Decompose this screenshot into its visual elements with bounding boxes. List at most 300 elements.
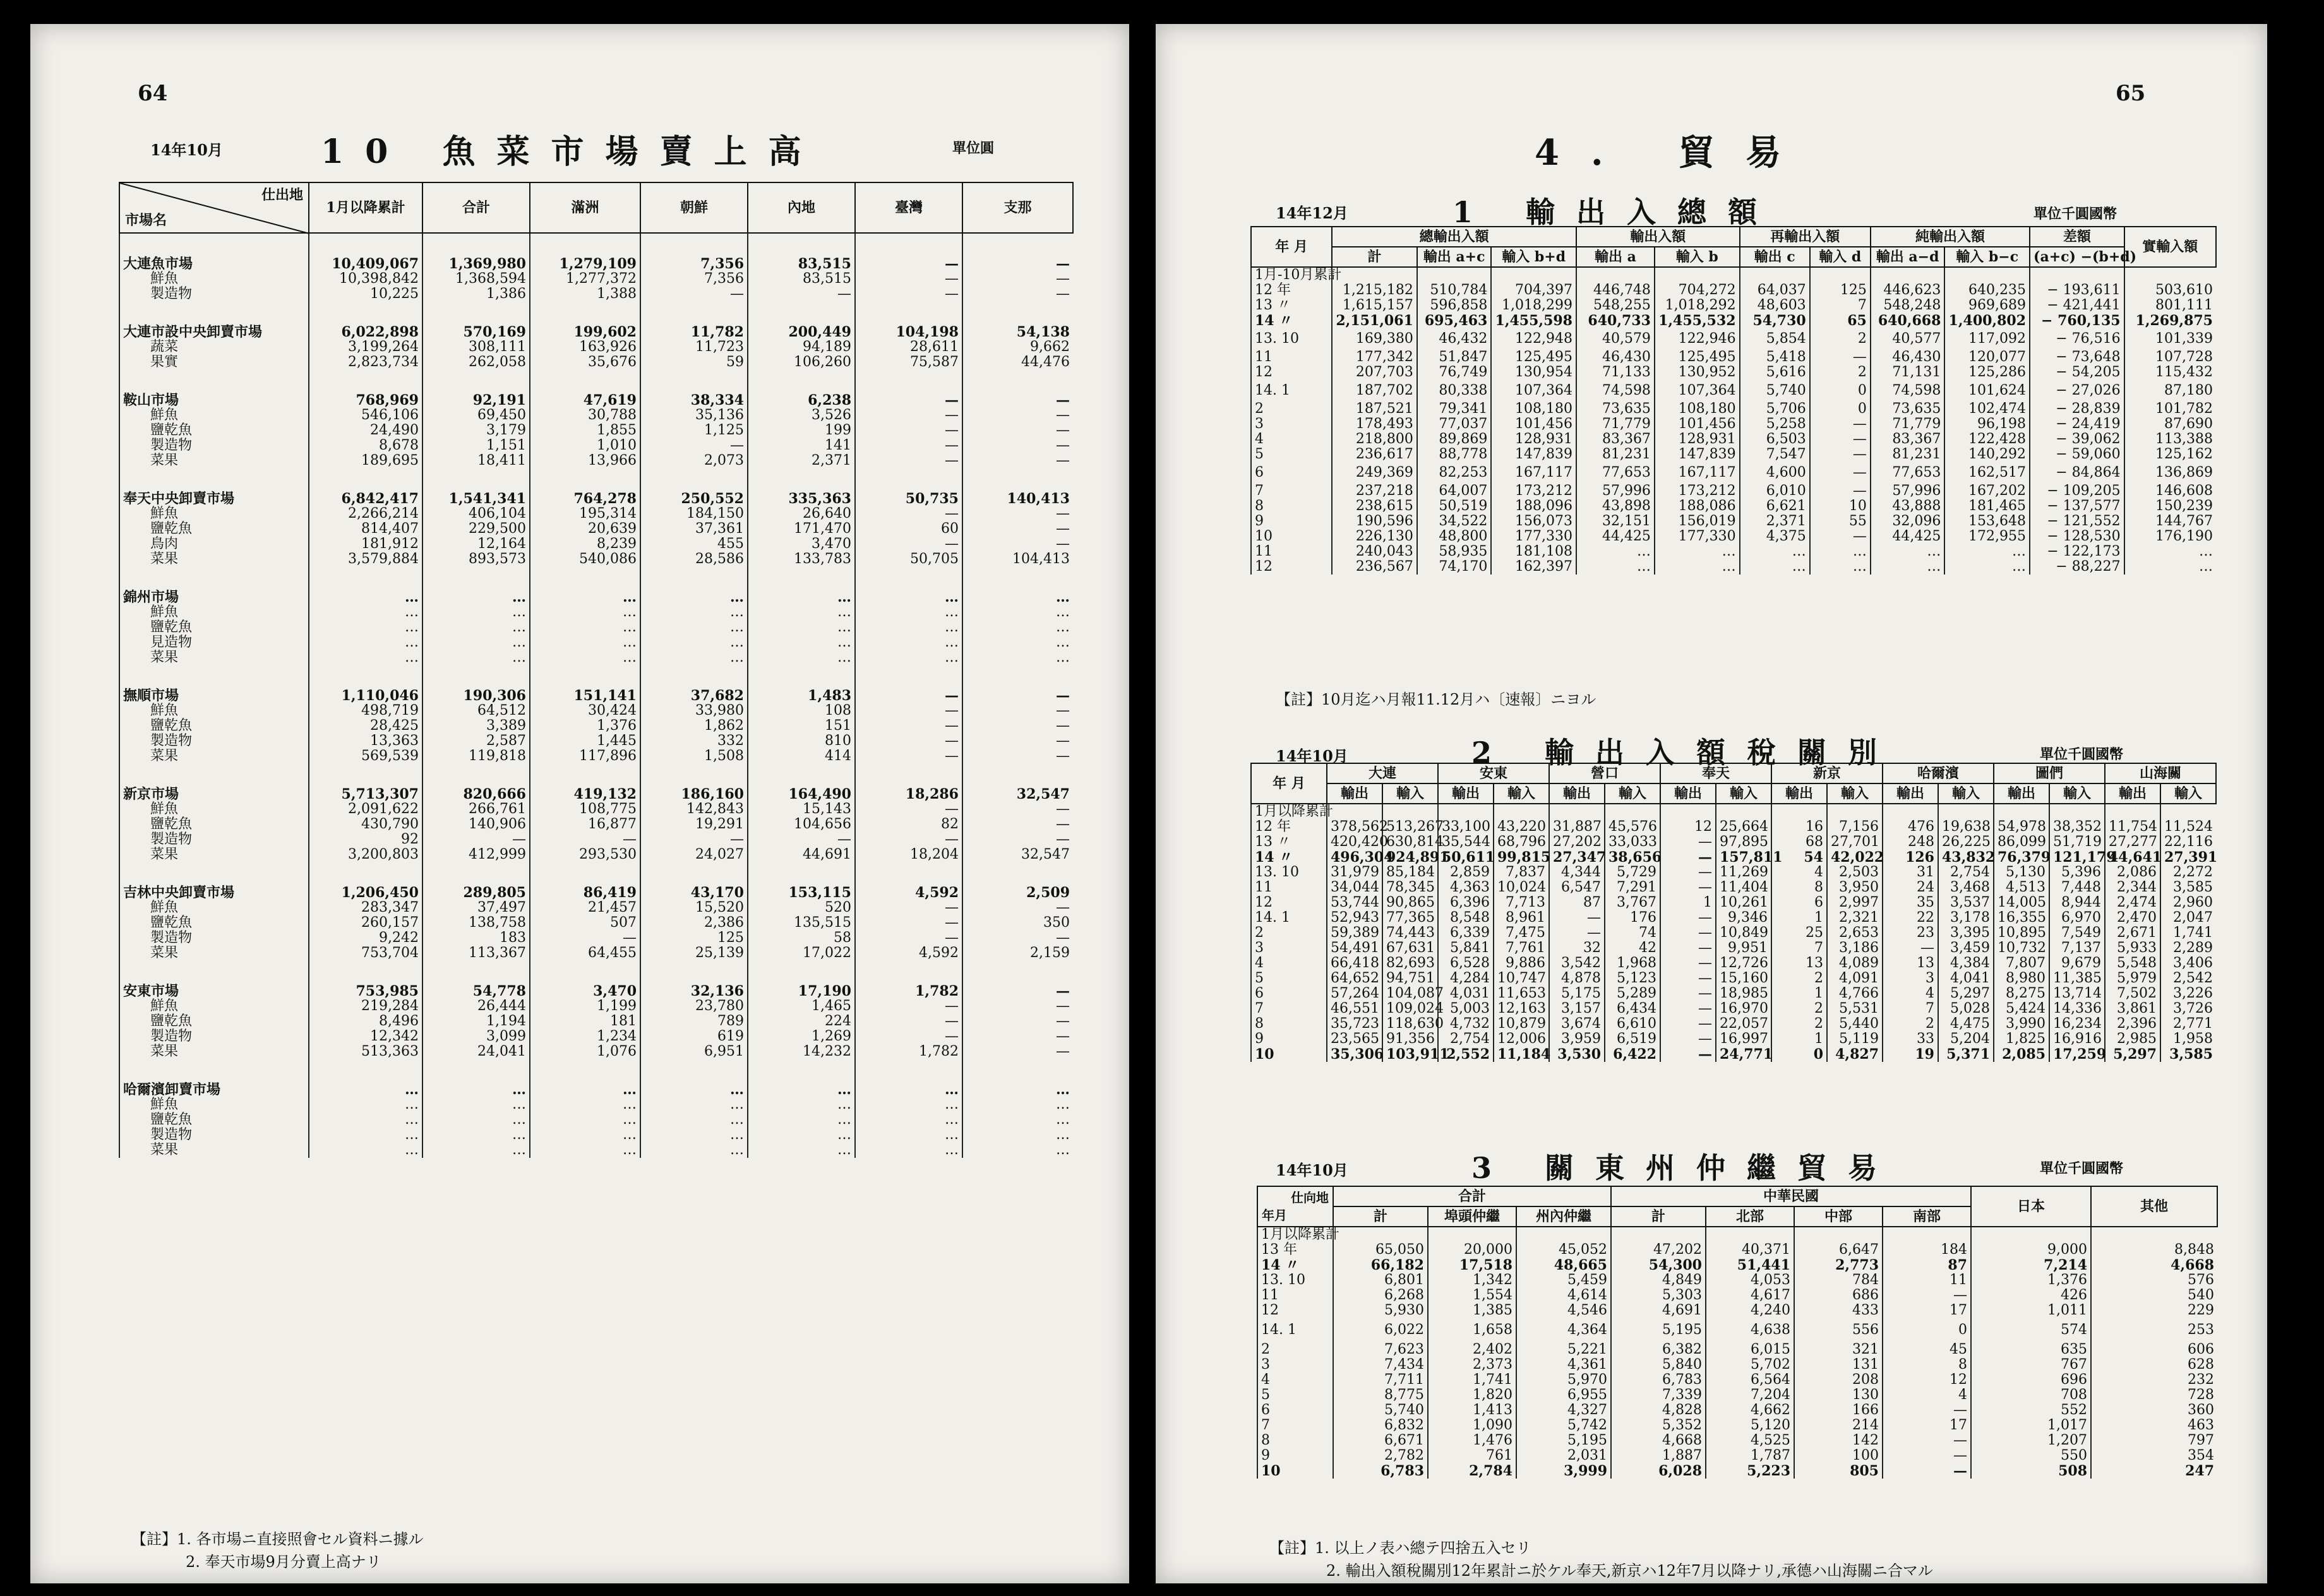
table-cell: … [855, 1128, 962, 1143]
table-cell: 6,519 [1605, 1032, 1660, 1047]
table-cell: 5,297 [2105, 1047, 2160, 1062]
table-cell: 4,614 [1516, 1288, 1611, 1303]
table-row [1251, 328, 2216, 350]
table-cell: 12,006 [1494, 1032, 1549, 1047]
table-cell: 34,522 [1417, 514, 1492, 529]
table-cell: … [962, 1143, 1073, 1158]
table-cell: 1,199 [530, 999, 640, 1014]
table-cell: 128,931 [1655, 432, 1740, 447]
table-cell: 3,406 [2160, 956, 2216, 971]
table-cell: — [1883, 1433, 1971, 1448]
table-row [1257, 1433, 2217, 1448]
table-cell: 574 [1971, 1318, 2091, 1342]
item-name: 鮮魚 [119, 900, 309, 915]
table-cell: … [309, 1128, 422, 1143]
table-cell: 2 [1771, 1016, 1827, 1032]
table-cell: 7 [1810, 298, 1871, 313]
table-cell: 32,547 [962, 847, 1073, 862]
table-cell: 2,997 [1827, 895, 1883, 910]
row-label: 5 [1251, 971, 1327, 986]
table-row [1251, 1001, 2216, 1016]
item-name: 製造物 [119, 1029, 309, 1044]
table-cell: 17 [1883, 1303, 1971, 1318]
table-cell: 109,024 [1382, 1001, 1438, 1016]
table-cell: 12,164 [422, 537, 530, 552]
table-cell: 2,091,622 [309, 802, 422, 817]
table-cell: 5,531 [1827, 1001, 1883, 1016]
row-label: 4 [1251, 956, 1327, 971]
table-cell: 260,157 [309, 915, 422, 931]
sub-header: 計 [1332, 247, 1417, 267]
table-cell: — [1810, 484, 1871, 499]
table-cell: 1,234 [530, 1029, 640, 1044]
table-cell: 0 [1810, 402, 1871, 417]
transit-trade-table [1257, 1186, 2218, 1479]
table-cell: 5,289 [1605, 986, 1660, 1001]
table-cell: 101,782 [2124, 402, 2216, 417]
table-cell: 187,702 [1332, 380, 1417, 402]
table-cell: … [2124, 544, 2216, 559]
table-cell: 32,547 [962, 787, 1073, 802]
table-cell [2091, 1227, 2217, 1242]
table-cell: 1,279,109 [530, 256, 640, 271]
table-cell: 19,291 [640, 817, 748, 832]
table-cell: 23,780 [640, 999, 748, 1014]
table-cell: 208 [1794, 1373, 1883, 1388]
table-cell: 64,512 [422, 703, 530, 718]
item-row [119, 605, 1073, 620]
table-cell: 2 [1771, 1001, 1827, 1016]
table-cell: 23 [1883, 926, 1938, 941]
group-header: 營口 [1549, 763, 1660, 783]
table-cell: 35 [1883, 895, 1938, 910]
group-header: 實輸入額 [2124, 227, 2216, 267]
table-cell: 32 [1549, 941, 1605, 956]
table-cell: 82,253 [1417, 462, 1492, 484]
table-cell [1938, 804, 1994, 819]
table-cell [1494, 804, 1549, 819]
item-row [119, 900, 1073, 915]
left-page [30, 24, 1129, 1583]
table-cell: 1,376 [530, 718, 640, 734]
table-cell: 113,388 [2124, 432, 2216, 447]
unit-label: 單位千圓國幣 [2033, 206, 2117, 222]
item-row [119, 620, 1073, 635]
table-cell: 5,303 [1611, 1288, 1706, 1303]
sub-header: 中部 [1794, 1206, 1883, 1227]
table-cell: — [855, 1014, 962, 1029]
table-row [1251, 986, 2216, 1001]
table-cell: 92 [309, 832, 422, 847]
table-cell: 35,136 [640, 408, 748, 423]
table-cell: 17,022 [748, 946, 855, 961]
table-date: 14年12月 [1276, 204, 1348, 222]
table-cell: 446,748 [1576, 283, 1655, 298]
table-cell: 1 [1660, 895, 1716, 910]
table-cell: 4 [1883, 1388, 1971, 1403]
table-cell: 35,544 [1438, 835, 1494, 850]
table-cell: 805 [1794, 1463, 1883, 1479]
unit-label: 單位千圓國幣 [2040, 1160, 2124, 1177]
table-cell: 3,726 [2160, 1001, 2216, 1016]
table-cell: — [1883, 1288, 1971, 1303]
table-row [1251, 447, 2216, 462]
table-cell: 236,567 [1332, 559, 1417, 575]
table-cell: — [855, 900, 962, 915]
row-label: 7 [1251, 1001, 1327, 1016]
table-cell: 75,587 [855, 355, 962, 370]
table-cell: 77,653 [1576, 462, 1655, 484]
table-cell: 761 [1428, 1448, 1516, 1463]
table-cell: 44,641 [2105, 850, 2160, 865]
table-cell: 2,653 [1827, 926, 1883, 941]
spacer-row [119, 370, 1073, 393]
table-cell: 6,621 [1740, 499, 1810, 514]
table-cell: 7,434 [1333, 1357, 1428, 1373]
table-cell [1883, 1227, 1971, 1242]
table-cell: — [962, 521, 1073, 537]
table-cell: 13 [1771, 956, 1827, 971]
table-cell: 162,397 [1491, 559, 1576, 575]
table-cell: 570,169 [422, 325, 530, 340]
table-cell: 11,269 [1716, 865, 1771, 880]
table-cell: 640,235 [1944, 283, 2030, 298]
table-cell: 5,123 [1605, 971, 1660, 986]
table-cell: 1,887 [1611, 1448, 1706, 1463]
table-cell: — [1549, 910, 1605, 926]
table-cell: 50,519 [1417, 499, 1492, 514]
item-name: 鹽乾魚 [119, 718, 309, 734]
table-cell: … [640, 590, 748, 605]
table-cell: 91,356 [1382, 1032, 1438, 1047]
table-cell: 10,024 [1494, 880, 1549, 895]
table-cell: … [640, 1143, 748, 1158]
table-cell: 7,807 [1994, 956, 2049, 971]
table-cell: — [962, 931, 1073, 946]
sub-header: 輸出 [1327, 783, 1382, 804]
table-cell: 2,470 [2105, 910, 2160, 926]
sub-header: 輸出 [2105, 783, 2160, 804]
item-row [119, 521, 1073, 537]
table-cell: … [1576, 559, 1655, 575]
table-cell: … [640, 1128, 748, 1143]
table-cell: — [855, 408, 962, 423]
section-title: 4. 貿易 [1535, 132, 1812, 174]
table-cell: 71,779 [1871, 417, 1945, 432]
table-cell: 1 [1771, 910, 1827, 926]
table-cell: 44,476 [962, 355, 1073, 370]
table-cell: 508 [1971, 1463, 2091, 1479]
table-cell: — [855, 506, 962, 521]
table-cell: 27,202 [1549, 835, 1605, 850]
row-label: 2 [1251, 402, 1332, 417]
table-cell [1810, 267, 1871, 283]
table-cell: 101,456 [1655, 417, 1740, 432]
table-cell: 50,705 [855, 552, 962, 567]
table-cell: — [1810, 529, 1871, 544]
table-cell: 229,500 [422, 521, 530, 537]
row-label: 5 [1257, 1388, 1333, 1403]
table-cell: 87 [1883, 1258, 1971, 1273]
table-cell: 122,948 [1491, 328, 1576, 350]
table-cell: 177,342 [1332, 350, 1417, 365]
table-cell: 66,182 [1333, 1258, 1428, 1273]
footnote: 【註】1. 各市場ニ直接照會セル資料ニ據ル [131, 1530, 424, 1548]
table-cell: 498,719 [309, 703, 422, 718]
table-cell: 140,413 [962, 491, 1073, 506]
table-cell [2160, 804, 2216, 819]
table-cell: — [962, 453, 1073, 468]
group-header: 再輸出入額 [1740, 227, 1871, 247]
table-cell: 69,450 [422, 408, 530, 423]
table-cell: 1,386 [422, 287, 530, 302]
table-cell: 59 [640, 355, 748, 370]
table-cell: − 39,062 [2030, 432, 2124, 447]
table-cell: 103,911 [1382, 1047, 1438, 1062]
table-row [1251, 283, 2216, 298]
table-row [1251, 544, 2216, 559]
table-cell: 552 [1971, 1403, 2091, 1418]
table-cell: 6,970 [2049, 910, 2105, 926]
table-cell: 22,057 [1716, 1016, 1771, 1032]
item-name: 鹽乾魚 [119, 915, 309, 931]
table-cell: 2,031 [1516, 1448, 1611, 1463]
table-cell: 1,400,802 [1944, 313, 2030, 328]
table-cell [1655, 267, 1740, 283]
group-header: 其他 [2091, 1186, 2217, 1227]
table-cell: 237,218 [1332, 484, 1417, 499]
table-row [1257, 1373, 2217, 1388]
table-cell: 4,364 [1516, 1318, 1611, 1342]
table-cell: — [1810, 350, 1871, 365]
table-cell: 71,779 [1576, 417, 1655, 432]
table-cell: 2,086 [2105, 865, 2160, 880]
table-cell: 2,073 [640, 453, 748, 468]
table-cell: 32,096 [1871, 514, 1945, 529]
group-header: 輸出入額 [1576, 227, 1740, 247]
table-row [1251, 462, 2216, 484]
table-cell: … [855, 1097, 962, 1112]
item-row [119, 847, 1073, 862]
table-row [1251, 402, 2216, 417]
table-cell: — [962, 438, 1073, 453]
table-cell: 17,518 [1428, 1258, 1516, 1273]
table-cell: 119,818 [422, 749, 530, 764]
table-cell: 3,395 [1938, 926, 1994, 941]
table-cell: … [422, 590, 530, 605]
table-cell: 48,800 [1417, 529, 1492, 544]
row-label: 13. 10 [1251, 328, 1332, 350]
table-cell: — [1810, 417, 1871, 432]
table-cell [1827, 804, 1883, 819]
table-cell: 51,719 [2049, 835, 2105, 850]
table-cell: — [962, 393, 1073, 408]
table-cell: 2,386 [640, 915, 748, 931]
table-cell: 7,547 [1740, 447, 1810, 462]
table-cell: — [855, 999, 962, 1014]
table-cell: — [962, 506, 1073, 521]
table-cell: 11,754 [2105, 819, 2160, 835]
table-cell: 266,761 [422, 802, 530, 817]
table-cell: 224 [748, 1014, 855, 1029]
table-cell: 378,562 [1327, 819, 1382, 835]
item-row [119, 1029, 1073, 1044]
item-row [119, 749, 1073, 764]
table-cell: — [1883, 1463, 1971, 1479]
table-cell: 199,602 [530, 325, 640, 340]
table-cell: 11,653 [1494, 986, 1549, 1001]
row-label: 1月以降累計 [1257, 1227, 1333, 1242]
table-cell: 54,138 [962, 325, 1073, 340]
table-cell: 24,041 [422, 1044, 530, 1059]
table-cell: 181,912 [309, 537, 422, 552]
table-cell: 507 [530, 915, 640, 931]
table-cell: 28,586 [640, 552, 748, 567]
table-cell: 1,011 [1971, 1303, 2091, 1318]
table-cell: 5,352 [1611, 1418, 1706, 1433]
table-cell: 107,364 [1491, 380, 1576, 402]
table-row [1257, 1242, 2217, 1258]
table-cell: 207,703 [1332, 365, 1417, 380]
table-cell: 3,579,884 [309, 552, 422, 567]
table-cell: 16,970 [1716, 1001, 1771, 1016]
table-cell: 8,496 [309, 1014, 422, 1029]
sub-header: 輸出 [1883, 783, 1938, 804]
table-cell: … [309, 635, 422, 650]
table-cell: 33 [1883, 1032, 1938, 1047]
table-cell: 12 [1883, 1373, 1971, 1388]
sub-header: 輸入 [1716, 783, 1771, 804]
table-cell: 1,376 [1971, 1273, 2091, 1288]
table-cell: … [748, 1082, 855, 1097]
table-cell: … [962, 650, 1073, 665]
col-header: 合計 [422, 182, 530, 233]
table-cell: 4,668 [2091, 1258, 2217, 1273]
table-cell: — [855, 931, 962, 946]
table-cell: 24,027 [640, 847, 748, 862]
table-cell: 6,010 [1740, 484, 1810, 499]
table-cell: 9,242 [309, 931, 422, 946]
table-cell: 54,978 [1994, 819, 2049, 835]
col-header: 臺灣 [855, 182, 962, 233]
table-cell: 1,782 [855, 984, 962, 999]
table-cell: 6,783 [1611, 1373, 1706, 1388]
table-cell: 893,573 [422, 552, 530, 567]
table-cell: … [422, 650, 530, 665]
table-cell: … [2124, 559, 2216, 575]
table-cell: … [309, 1082, 422, 1097]
sub-header: 北部 [1706, 1206, 1794, 1227]
table-cell: 5,297 [1938, 986, 1994, 1001]
table-cell: 10,398,842 [309, 271, 422, 287]
table-cell: 704,272 [1655, 283, 1740, 298]
table-cell: 7,837 [1494, 865, 1549, 880]
table-cell: 92,191 [422, 393, 530, 408]
sub-header: 輸入 [1382, 783, 1438, 804]
table-cell: 27,391 [2160, 850, 2216, 865]
table-cell: 10,732 [1994, 941, 2049, 956]
spacer-row [119, 764, 1073, 787]
sub-header: 輸出 a [1576, 247, 1655, 267]
table-cell: 801,111 [2124, 298, 2216, 313]
row-label: 1月-10月累計 [1251, 267, 1332, 283]
table-cell: 27,347 [1549, 850, 1605, 865]
table-cell: 426 [1971, 1288, 2091, 1303]
spacer-row [119, 665, 1073, 688]
market-row [119, 1082, 1073, 1097]
table-cell: 4,827 [1827, 1047, 1883, 1062]
table-cell: 24,771 [1716, 1047, 1771, 1062]
table-cell: 64,652 [1327, 971, 1382, 986]
table-cell: 181 [530, 1014, 640, 1029]
table-cell: 546,106 [309, 408, 422, 423]
group-header: 日本 [1971, 1186, 2091, 1227]
table-cell: 4,617 [1706, 1288, 1794, 1303]
row-label: 8 [1257, 1433, 1333, 1448]
table-cell: 6,238 [748, 393, 855, 408]
item-row [119, 1128, 1073, 1143]
table-cell: 8,275 [1994, 986, 2049, 1001]
table-cell: 73,635 [1871, 402, 1945, 417]
table-cell: 46,432 [1417, 328, 1492, 350]
table-cell: − 88,227 [2030, 559, 2124, 575]
table-row [1251, 298, 2216, 313]
item-row [119, 438, 1073, 453]
table-cell: 115,432 [2124, 365, 2216, 380]
table-cell: 13 [1883, 956, 1938, 971]
table-cell: 16,916 [2049, 1032, 2105, 1047]
table-cell: 77,653 [1871, 462, 1945, 484]
table-cell: … [1655, 544, 1740, 559]
table-cell: … [640, 1082, 748, 1097]
item-row [119, 271, 1073, 287]
table-cell: 4,600 [1740, 462, 1810, 484]
row-label: 12 年 [1251, 283, 1332, 298]
table-cell: 6,382 [1611, 1342, 1706, 1357]
table-cell: 40,579 [1576, 328, 1655, 350]
table-cell: 88,778 [1417, 447, 1492, 462]
table-cell: 122,428 [1944, 432, 2030, 447]
table-cell: 6,610 [1605, 1016, 1660, 1032]
table-cell: 162,517 [1944, 462, 2030, 484]
table-cell: 1,277,372 [530, 271, 640, 287]
table-cell: 1,483 [748, 688, 855, 703]
table-cell: — [1883, 1448, 1971, 1463]
table-cell: 142,843 [640, 802, 748, 817]
item-row [119, 734, 1073, 749]
table-cell: 45,576 [1605, 819, 1660, 835]
table-cell: 77,037 [1417, 417, 1492, 432]
item-row [119, 408, 1073, 423]
col-header: 內地 [748, 182, 855, 233]
footnote: 【註】10月迄ハ月報11.12月ハ〔速報〕ニヨル [1276, 691, 1596, 708]
table-cell: 247 [2091, 1463, 2217, 1479]
table-row [1251, 559, 2216, 575]
table-title: 3 關東州仲繼貿易 [1471, 1151, 1899, 1185]
table-row [1251, 484, 2216, 499]
table-cell: 5,028 [1938, 1001, 1994, 1016]
item-row [119, 635, 1073, 650]
table-cell: 3,999 [1516, 1463, 1611, 1479]
table-cell: 15,143 [748, 802, 855, 817]
table-cell: — [748, 832, 855, 847]
table-cell: 5,459 [1516, 1273, 1611, 1288]
table-cell: 108 [748, 703, 855, 718]
row-label: 7 [1257, 1418, 1333, 1433]
table-cell: 86,099 [1994, 835, 2049, 850]
row-label: 3 [1257, 1357, 1333, 1373]
table-cell: 50,735 [855, 491, 962, 506]
